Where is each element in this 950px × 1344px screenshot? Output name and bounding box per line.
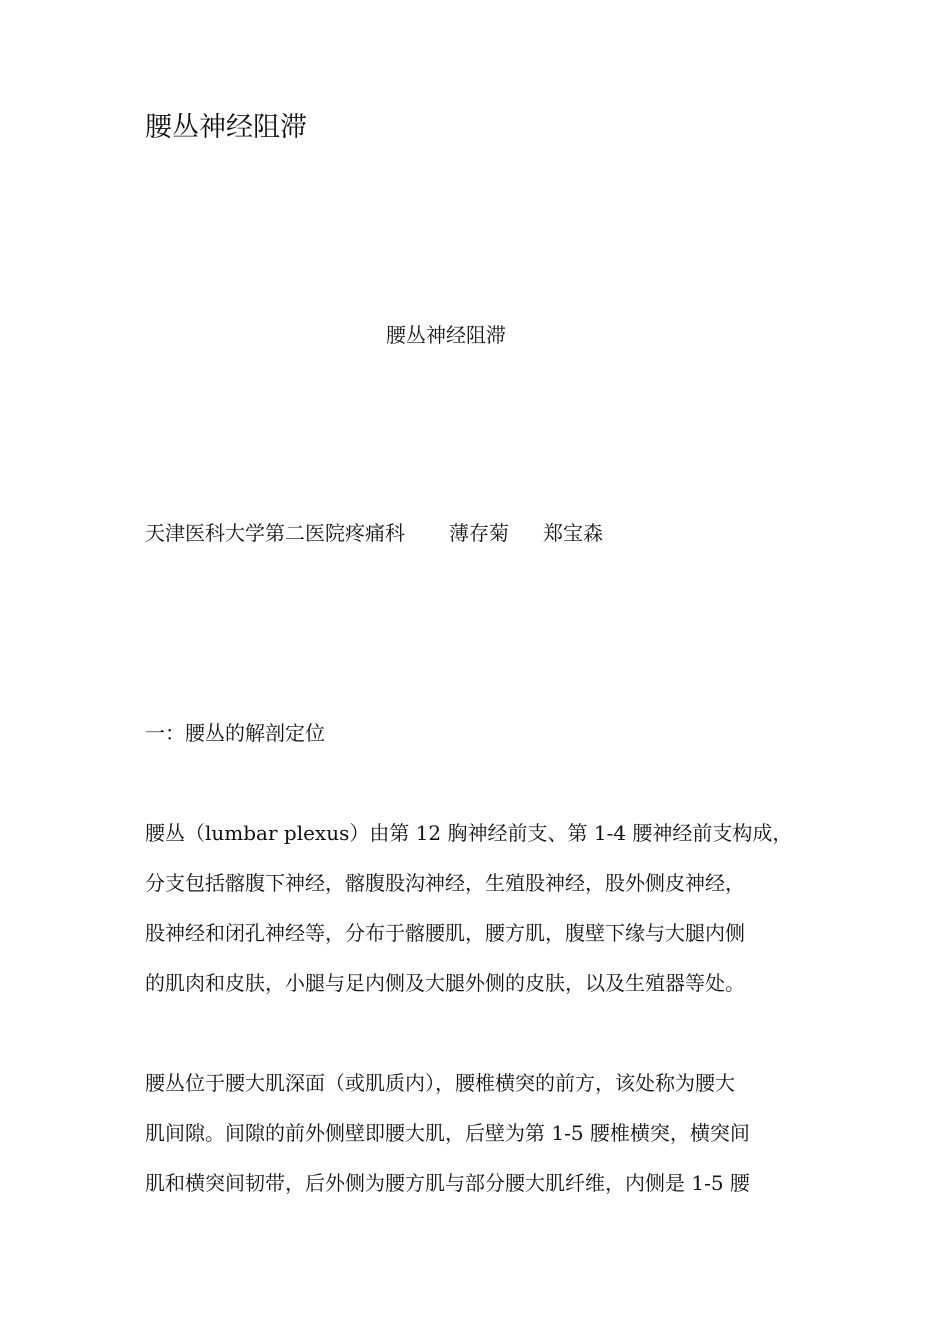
paragraph-line: 肌间隙。间隙的前外侧壁即腰大肌，后壁为第 1-5 腰椎横突，横突间 xyxy=(145,1121,750,1145)
paragraph-line: 股神经和闭孔神经等，分布于髂腰肌，腰方肌，腹壁下缘与大腿内侧 xyxy=(145,921,745,945)
paragraph xyxy=(145,817,810,1017)
document-title: 腰丛神经阻滞 xyxy=(145,112,307,143)
paragraph-line: 腰丛位于腰大肌深面（或肌质内），腰椎横突的前方，该处称为腰大 xyxy=(145,1071,735,1095)
document-subtitle: 腰丛神经阻滞 xyxy=(386,323,506,347)
paragraph-line: 腰丛（lumbar plexus）由第 12 胸神经前支、第 1-4 腰神经前支构成， xyxy=(145,821,793,845)
author-name: 薄存菊 xyxy=(449,521,509,545)
affiliation: 天津医科大学第二医院疼痛科 xyxy=(145,521,405,545)
paragraph-line: 分支包括髂腹下神经，髂腹股沟神经，生殖股神经，股外侧皮神经， xyxy=(145,871,745,895)
paragraph-line: 的肌肉和皮肤，小腿与足内侧及大腿外侧的皮肤，以及生殖器等处。 xyxy=(145,971,745,995)
author-name: 郑宝森 xyxy=(543,521,603,545)
author-line xyxy=(145,518,603,548)
paragraph-line: 肌和横突间韧带，后外侧为腰方肌与部分腰大肌纤维，内侧是 1-5 腰 xyxy=(145,1171,750,1195)
paragraph xyxy=(145,1067,810,1217)
section-heading: 一：腰丛的解剖定位 xyxy=(145,721,325,745)
